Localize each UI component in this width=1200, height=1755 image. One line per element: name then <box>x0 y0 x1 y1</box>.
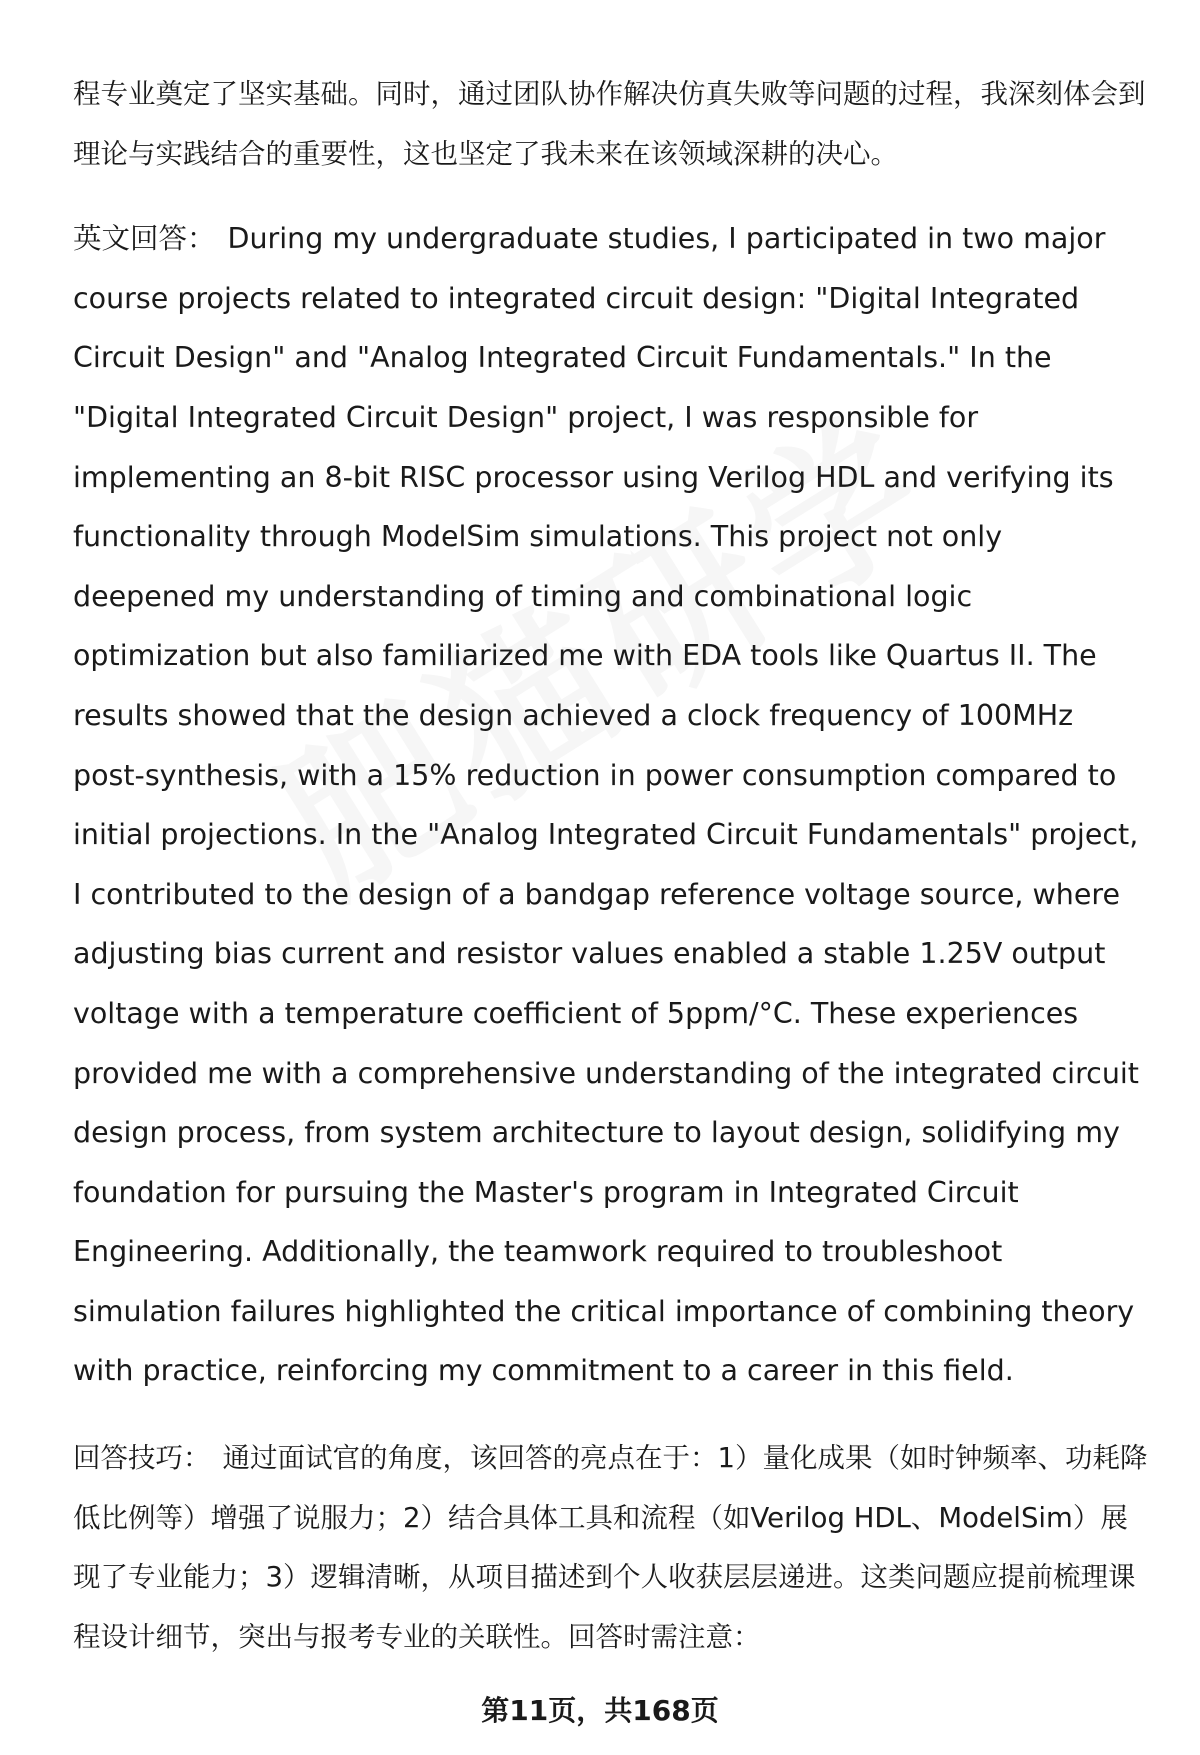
tips-paragraph <box>73 1429 1153 1667</box>
paragraph-gap <box>73 1401 1153 1429</box>
english-answer-text: During my undergraduate studies, I participated in two major course projects related to integrated circuit design: "Digital Integrated Circuit Design" and "Analog Integrated Circuit Fundamentals." In the "Digital Integrated Circuit Design" project, I was responsible for implementing an 8-bit RISC processor using Verilog HDL and verifying its functionality through ModelSim simulations. This project not only deepened my understanding of timing and combinational logic optimization but also familiarized me with EDA tools like Quartus II. The results showed that the design achieved a clock frequency of 100MHz post-synthesis, with a 15% reduction in power consumption compared to initial projections. In the "Analog Integrated Circuit Fundamentals" project, I contributed to the design of a bandgap reference voltage source, where adjusting bias current and resistor values enabled a stable 1.25V output voltage with a temperature coefficient of 5ppm/°C. These experiences provided me with a comprehensive understanding of the integrated circuit design process, from system architecture to layout design, solidifying my foundation for pursuing the Master's program in Integrated Circuit Engineering. Additionally, the teamwork required to troubleshoot simulation failures highlighted the critical importance of combining theory with practice, reinforcing my commitment to a career in this field. <box>73 222 1139 1388</box>
paragraph-gap <box>73 184 1153 209</box>
english-answer-paragraph <box>73 209 1153 1401</box>
chinese-answer-tail: 程专业奠定了坚实基础。同时，通过团队协作解决仿真失败等问题的过程，我深刻体会到理论与实践结合的重要性，这也坚定了我未来在该领域深耕的决心。 <box>73 78 1146 170</box>
page-number: 第11页，共168页 <box>481 1694 719 1727</box>
document-body <box>73 65 1153 1667</box>
english-answer-label: 英文回答： <box>73 222 216 256</box>
tips-text: 通过面试官的角度，该回答的亮点在于：1）量化成果（如时钟频率、功耗降低比例等）增强了说服力；2）结合具体工具和流程（如Verilog HDL、ModelSim）展现了专业能力；3）逻辑清晰，从项目描述到个人收获层层递进。这类问题应提前梳理课程设计细节，突出与报考专业的关联性。回答时需注意： <box>73 1442 1148 1653</box>
tips-label: 回答技巧： <box>73 1442 211 1475</box>
